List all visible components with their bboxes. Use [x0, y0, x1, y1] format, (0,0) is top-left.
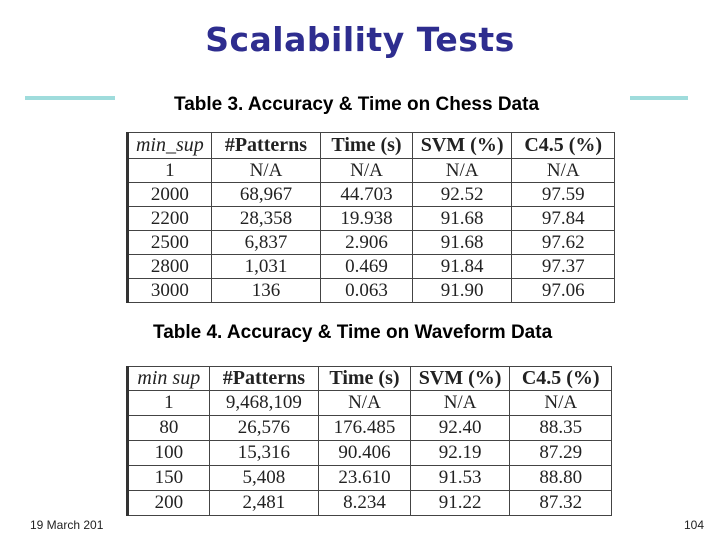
table-cell: 97.37	[512, 255, 615, 279]
table-cell: 2800	[128, 255, 212, 279]
table-cell: N/A	[319, 391, 411, 416]
table-cell: 3000	[128, 279, 212, 303]
table-row	[128, 231, 615, 255]
table-cell: 97.84	[512, 207, 615, 231]
table3-header: #Patterns	[211, 133, 320, 159]
table4	[126, 366, 612, 516]
table-cell: 19.938	[321, 207, 413, 231]
table4-header: C4.5 (%)	[510, 367, 612, 391]
table-cell: 1	[128, 391, 210, 416]
table-cell: 150	[128, 466, 210, 491]
table-cell: 88.80	[510, 466, 612, 491]
table-cell: 87.29	[510, 441, 612, 466]
table-cell: 44.703	[321, 183, 413, 207]
table-cell: 1,031	[211, 255, 320, 279]
table3-caption: Table 3. Accuracy & Time on Chess Data	[174, 94, 540, 115]
table-cell: 91.84	[412, 255, 512, 279]
table-row	[128, 441, 612, 466]
table-cell: 23.610	[319, 466, 411, 491]
table-cell: 91.68	[412, 207, 512, 231]
table-cell: N/A	[321, 159, 413, 183]
table3-header: Time (s)	[321, 133, 413, 159]
table-cell: 15,316	[209, 441, 318, 466]
table-row	[128, 416, 612, 441]
table-cell: 92.19	[410, 441, 510, 466]
table-row	[128, 159, 615, 183]
slide-title: Scalability Tests	[205, 20, 515, 59]
table-cell: 28,358	[211, 207, 320, 231]
table-cell: 91.53	[410, 466, 510, 491]
table3-header: C4.5 (%)	[512, 133, 615, 159]
decorative-rule-right	[630, 96, 688, 100]
table-cell: 90.406	[319, 441, 411, 466]
table-cell: 9,468,109	[209, 391, 318, 416]
table-cell: 2000	[128, 183, 212, 207]
table-cell: 91.22	[410, 491, 510, 516]
table-cell: N/A	[412, 159, 512, 183]
table3-header: SVM (%)	[412, 133, 512, 159]
footer-date: 19 March 201	[30, 518, 104, 532]
table-cell: 2200	[128, 207, 212, 231]
table-row	[128, 255, 615, 279]
table-cell: 88.35	[510, 416, 612, 441]
table4-header: SVM (%)	[410, 367, 510, 391]
table-cell: 68,967	[211, 183, 320, 207]
table-cell: 97.06	[512, 279, 615, 303]
table-cell: 200	[128, 491, 210, 516]
table-cell: 1	[128, 159, 212, 183]
table-cell: 176.485	[319, 416, 411, 441]
table-cell: 136	[211, 279, 320, 303]
table-cell: 91.68	[412, 231, 512, 255]
table-cell: N/A	[510, 391, 612, 416]
table3-header: min_sup	[128, 133, 212, 159]
table-cell: 87.32	[510, 491, 612, 516]
table-cell: 8.234	[319, 491, 411, 516]
table-cell: 91.90	[412, 279, 512, 303]
table-cell: 80	[128, 416, 210, 441]
table-cell: 92.52	[412, 183, 512, 207]
table-row	[128, 183, 615, 207]
table-cell: 2,481	[209, 491, 318, 516]
table-cell: 2500	[128, 231, 212, 255]
table-cell: 6,837	[211, 231, 320, 255]
table-cell: 0.469	[321, 255, 413, 279]
page-number: 104	[684, 518, 705, 532]
table-row	[128, 491, 612, 516]
table-cell: 97.62	[512, 231, 615, 255]
table-cell: N/A	[211, 159, 320, 183]
table4-header: Time (s)	[319, 367, 411, 391]
table-cell: 26,576	[209, 416, 318, 441]
table-cell: 97.59	[512, 183, 615, 207]
table4-header-row	[128, 367, 612, 391]
table-cell: 0.063	[321, 279, 413, 303]
table3-header-row	[128, 133, 615, 159]
table-row	[128, 391, 612, 416]
table-row	[128, 279, 615, 303]
table-cell: 2.906	[321, 231, 413, 255]
table-cell: N/A	[512, 159, 615, 183]
table-cell: 92.40	[410, 416, 510, 441]
table4-header: #Patterns	[209, 367, 318, 391]
table3	[126, 132, 615, 303]
table-row	[128, 207, 615, 231]
table-cell: N/A	[410, 391, 510, 416]
table-cell: 100	[128, 441, 210, 466]
table-row	[128, 466, 612, 491]
table-cell: 5,408	[209, 466, 318, 491]
table4-caption: Table 4. Accuracy & Time on Waveform Data	[153, 322, 553, 343]
decorative-rule-left	[25, 96, 115, 100]
table4-header: min sup	[128, 367, 210, 391]
